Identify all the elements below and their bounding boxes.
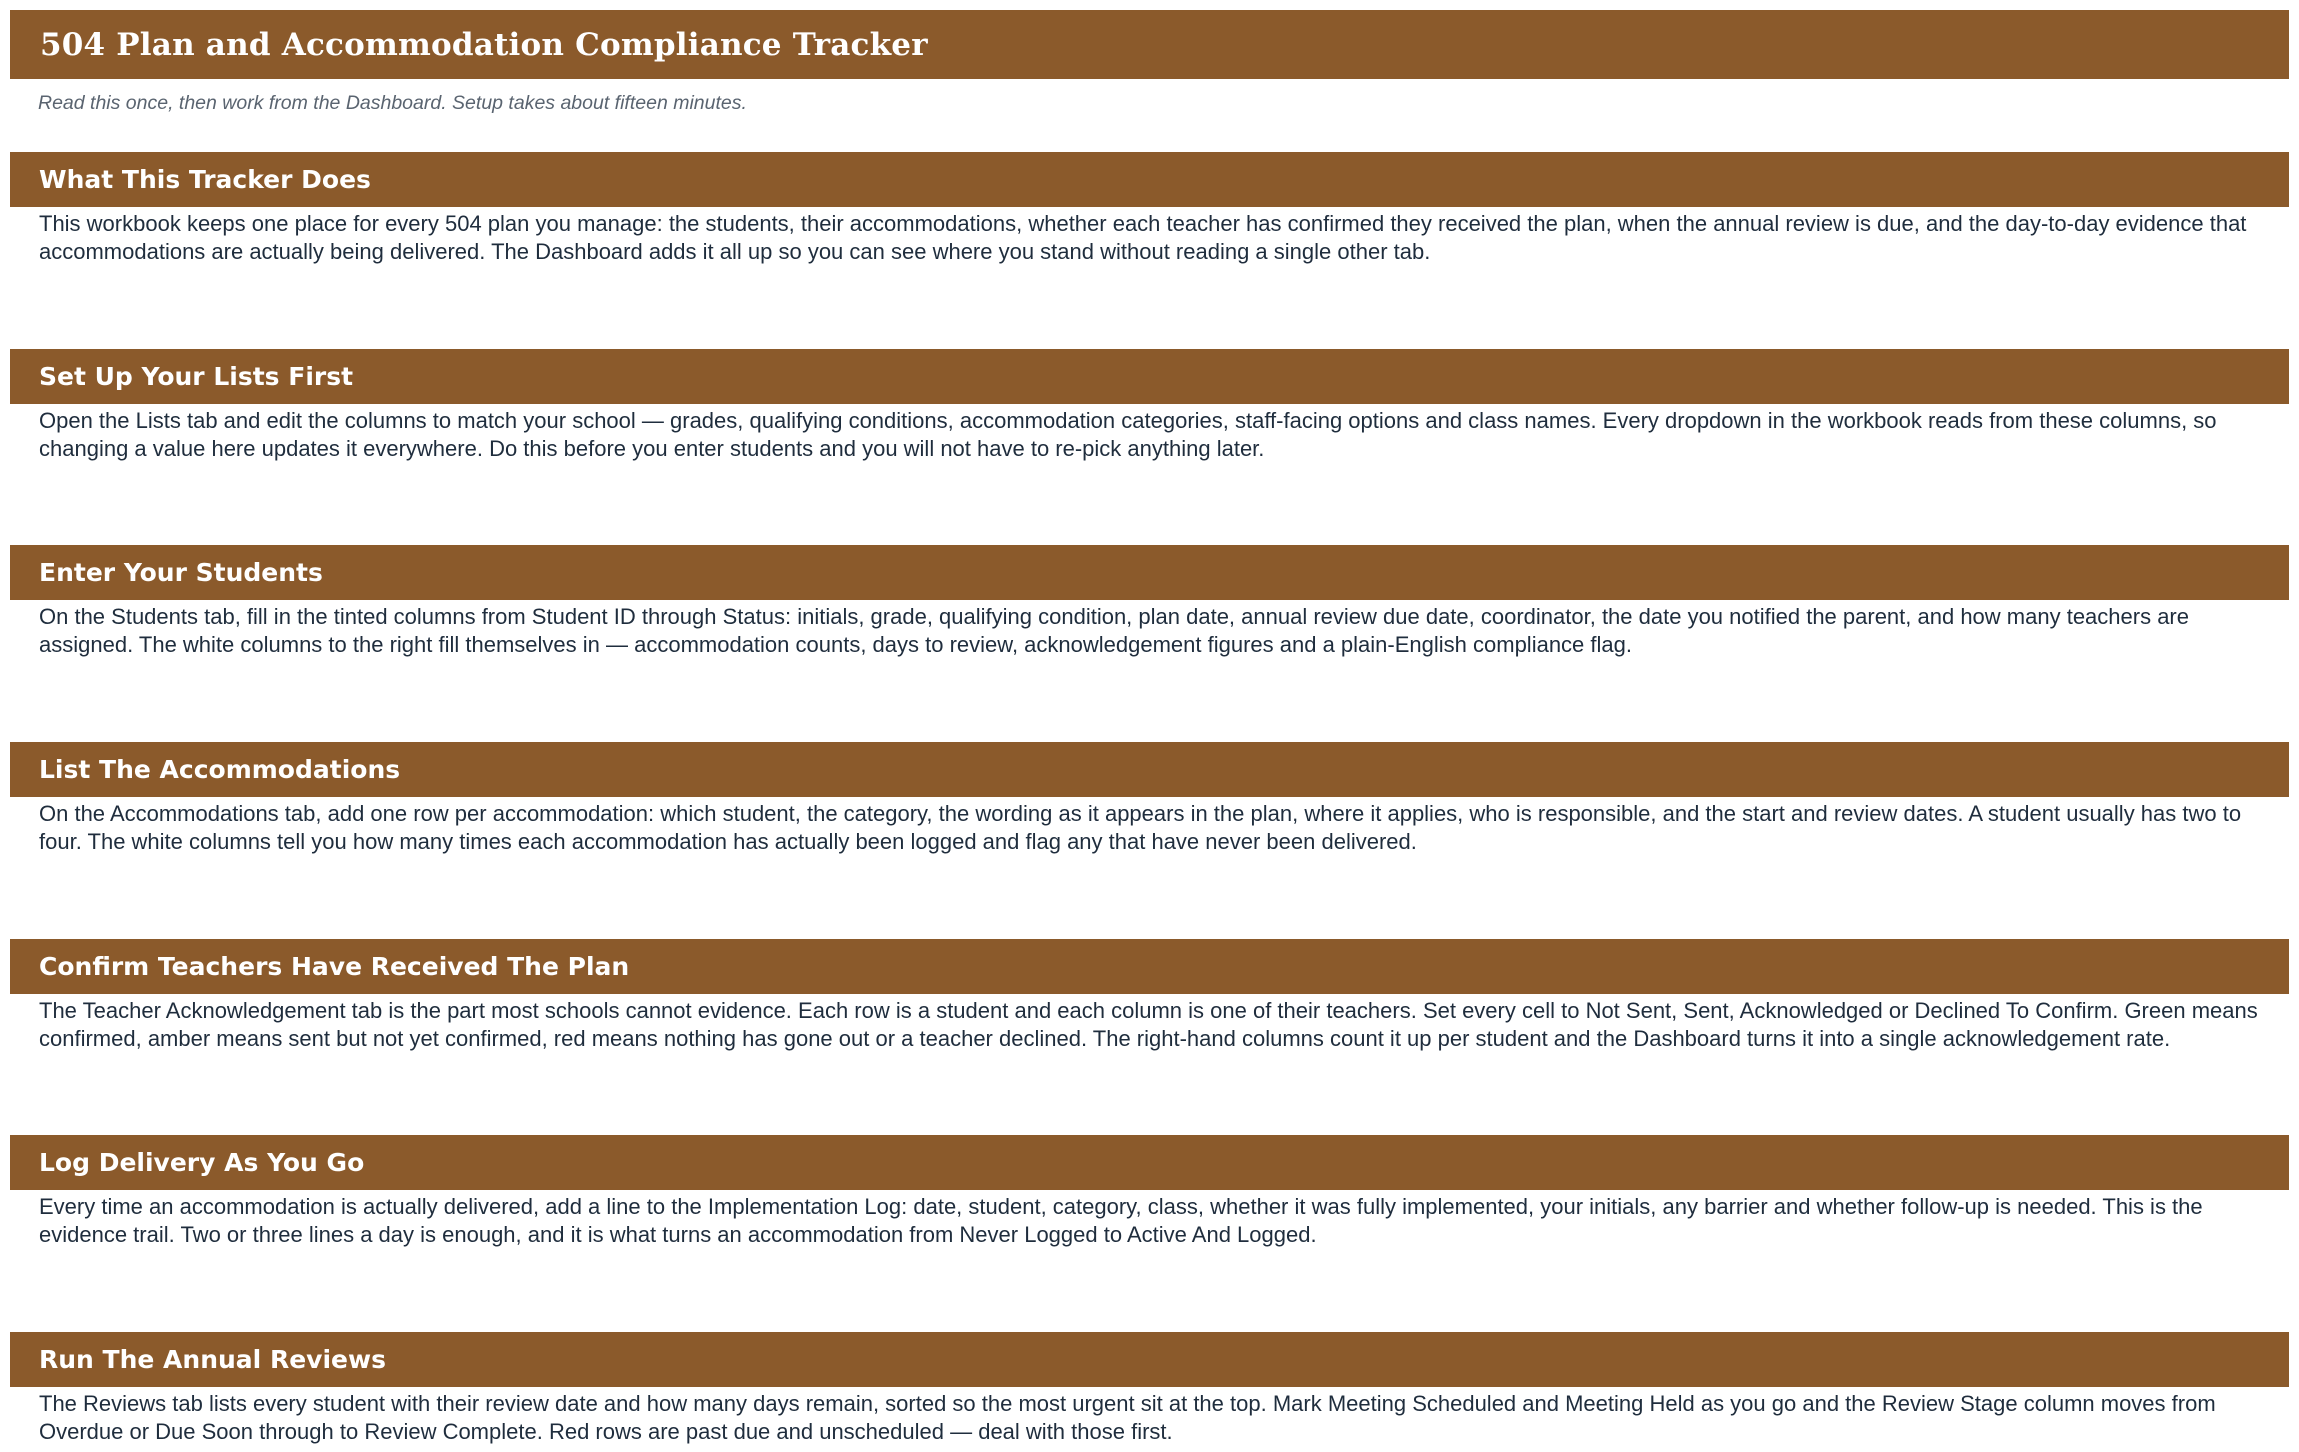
section-header [10, 349, 2289, 404]
section-body: Open the Lists tab and edit the columns to match your school — grades, qualifying conditions, accommodation categories, staff-facing options and class names. Every dropdown in the workbook reads from these columns, so changing a value here updates it everywhere. Do this before you enter students and you will not have to re-pick anything later. [39, 408, 2217, 461]
section-heading: What This Tracker Does [39, 165, 371, 194]
section-heading: Set Up Your Lists First [39, 362, 354, 391]
section-heading: Enter Your Students [39, 558, 323, 587]
section-body: On the Students tab, fill in the tinted columns from Student ID through Status: initials, grade, qualifying condition, plan date, annual review due date, coordinator, the date you notified the parent, and how many teachers are assigned. The white columns to the right fill themselves in — accommodation counts, days to review, acknowledgement figures and a plain-English compliance flag. [39, 604, 2189, 657]
section-enter-students [10, 545, 2289, 658]
section-confirm-teachers [10, 939, 2289, 1052]
section-body: The Teacher Acknowledgement tab is the part most schools cannot evidence. Each row is a student and each column is one of their teachers. Set every cell to Not Sent, Sent, Acknowledged or Declined To Confirm. Green means confirmed, amber means sent but not yet confirmed, red means nothing has gone out or a teacher declined. The right-hand columns count it up per student and the Dashboard turns it into a single acknowledgement rate. [39, 998, 2258, 1051]
section-body: This workbook keeps one place for every 504 plan you manage: the students, their accommodations, whether each teacher has confirmed they received the plan, when the annual review is due, and the day-to-day evidence that accommodations are actually being delivered. The Dashboard adds it all up so you can see where you stand without reading a single other tab. [39, 211, 2247, 264]
section-annual-reviews [10, 1332, 2289, 1445]
section-heading: Run The Annual Reviews [39, 1345, 386, 1374]
section-header [10, 1135, 2289, 1190]
page-title: 504 Plan and Accommodation Compliance Tracker [40, 26, 928, 63]
section-heading: List The Accommodations [39, 755, 401, 784]
section-header [10, 1332, 2289, 1387]
section-body: Every time an accommodation is actually delivered, add a line to the Implementation Log: date, student, category, class, whether it was fully implemented, your initials, any barrier and whether follow-up is needed. This is the evidence trail. Two or three lines a day is enough, and it is what turns an accommodation from Never Logged to Active And Logged. [39, 1194, 2203, 1247]
page-subtitle: Read this once, then work from the Dashboard. Setup takes about fifteen minutes. [38, 92, 747, 114]
section-header [10, 939, 2289, 994]
section-header [10, 152, 2289, 207]
section-list-accommodations [10, 742, 2289, 855]
section-body: The Reviews tab lists every student with their review date and how many days remain, sorted so the most urgent sit at the top. Mark Meeting Scheduled and Meeting Held as you go and the Review Stage column moves from Overdue or Due Soon through to Review Complete. Red rows are past due and unscheduled — deal with those first. [39, 1391, 2216, 1444]
section-header [10, 545, 2289, 600]
section-log-delivery [10, 1135, 2289, 1248]
section-what-this-tracker-does [10, 152, 2289, 265]
section-heading: Log Delivery As You Go [39, 1148, 365, 1177]
title-bar [10, 10, 2289, 79]
section-set-up-lists [10, 349, 2289, 462]
section-header [10, 742, 2289, 797]
section-body: On the Accommodations tab, add one row per accommodation: which student, the category, the wording as it appears in the plan, where it applies, who is responsible, and the start and review dates. A student usually has two to four. The white columns tell you how many times each accommodation has actually been logged and flag any that have never been delivered. [39, 801, 2242, 854]
section-heading: Confirm Teachers Have Received The Plan [39, 952, 630, 981]
